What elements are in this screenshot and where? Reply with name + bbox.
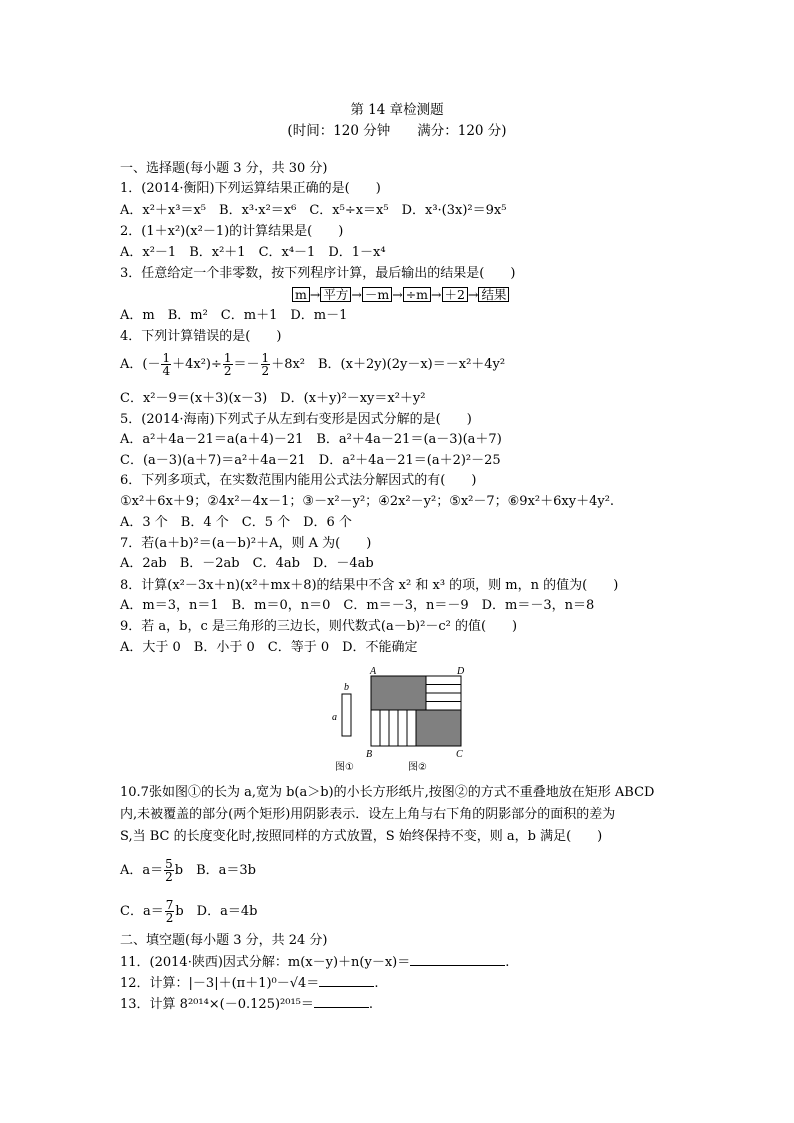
flow-box: 结果 <box>478 287 509 302</box>
flow-box: ＋2 <box>442 287 468 302</box>
fraction: $\frac{1}{2}$ <box>261 351 270 378</box>
question-line: 8．计算(x²－3x＋n)(x²＋mx＋8)的结果中不含 x² 和 x³ 的项，则 m，n 的值为( ) <box>120 578 619 593</box>
question-line: 7．若(a＋b)²＝(a－b)²＋A，则 A 为( ) <box>120 536 372 551</box>
option-line: C．(a－3)(a＋7)＝a²＋4a－21 D．a²＋4a－21＝(a＋2)²－25 <box>120 453 501 468</box>
fraction: $\frac{1}{4}$ <box>162 351 171 378</box>
fill-question-13: 13．计算 8²⁰¹⁴×(－0.125)²⁰¹⁵＝ . <box>120 997 374 1012</box>
answer-blank[interactable] <box>410 953 505 966</box>
corner-B: B <box>366 749 373 760</box>
flow-box: ÷m <box>403 287 431 302</box>
question-line: 4．下列计算错误的是( ) <box>120 329 282 344</box>
option-line: A．2ab B．－2ab C．4ab D．－4ab <box>120 556 374 571</box>
fill-question-11: 11．(2014·陕西)因式分解：m(x－y)＋n(y－x)＝ . <box>120 955 510 970</box>
label-b: b <box>344 682 349 693</box>
fraction: $\frac{5}{2}$ <box>165 857 173 884</box>
question-line: 1．(2014·衡阳)下列运算结果正确的是( ) <box>120 181 381 196</box>
corner-C: C <box>456 749 463 760</box>
page-title: 第 14 章检测题 <box>350 102 444 118</box>
figure-svg <box>328 664 473 774</box>
corner-D: D <box>457 666 465 677</box>
option-line: C．x²－9＝(x＋3)(x－3) D．(x＋y)²－xy＝x²＋y² <box>120 391 426 406</box>
option-line: A．x²＋x³＝x⁵ B．x³·x²＝x⁶ C．x⁵÷x＝x⁵ D．x³·(3x)²＝9x⁵ <box>120 203 507 218</box>
flow-box: －m <box>362 287 392 302</box>
page-subtitle: (时间：120 分钟 满分：120 分) <box>287 123 507 139</box>
question-line: 10.7张如图①的长为 a,宽为 b(a＞b)的小长方形纸片,按图②的方式不重叠地放在矩形 ABCD <box>120 785 655 800</box>
question-line: 2．(1＋x²)(x²－1)的计算结果是( ) <box>120 224 344 239</box>
option-line: A．大于 0 B．小于 0 C．等于 0 D．不能确定 <box>120 640 418 655</box>
question-line: 6．下列多项式，在实数范围内能用公式法分解因式的有( ) <box>120 473 477 488</box>
flow-box: 平方 <box>320 287 351 302</box>
question-line: 9．若 a，b，c 是三角形的三边长，则代数式(a－b)²－c² 的值( ) <box>120 619 518 634</box>
option-line: A．m＝3，n＝1 B．m＝0，n＝0 C．m＝－3，n＝－9 D．m＝－3，n＝8 <box>120 598 595 613</box>
section-heading: 二、填空题(每小题 3 分，共 24 分) <box>120 933 328 948</box>
option-line-q4a: A．(－ $\frac{1}{4}$ ＋4x²)÷ $\frac{1}{2}$ ＝－ $\frac{1}{2}$ ＋8x² B．(x＋2y)(2y－x)＝－x²＋4y² <box>120 351 506 378</box>
fill-question-12: 12．计算：|－3|＋(π＋1)⁰－√4＝ . <box>120 976 379 991</box>
fraction: $\frac{1}{2}$ <box>223 351 232 378</box>
question-line: 内,未被覆盖的部分(两个矩形)用阴影表示．设左上角与右下角的阴影部分的面积的差为 <box>120 807 616 822</box>
option-line: A．3 个 B．4 个 C．5 个 D．6 个 <box>120 515 352 530</box>
section-heading: 一、选择题(每小题 3 分，共 30 分) <box>120 161 328 176</box>
question-line: S,当 BC 的长度变化时,按照同样的方式放置，S 始终保持不变，则 a，b 满足( ) <box>120 829 603 844</box>
question-line: 3．任意给定一个非零数，按下列程序计算，最后输出的结果是( ) <box>120 266 516 281</box>
option-line: A．a²＋4a－21＝a(a＋4)－21 B．a²＋4a－21＝(a－3)(a＋7) <box>120 432 502 447</box>
option-line: A．x²－1 B．x²＋1 C．x⁴－1 D．1－x⁴ <box>120 245 386 260</box>
flow-box: m <box>292 287 310 302</box>
caption-fig1: 图① <box>335 762 354 773</box>
corner-A: A <box>370 666 377 677</box>
option-line-q10c: C．a＝ $\frac{7}{2}$ b D．a＝4b <box>120 898 258 925</box>
question-line: 5．(2014·海南)下列式子从左到右变形是因式分解的是( ) <box>120 412 472 427</box>
small-rectangle <box>342 694 351 736</box>
shaded-top-left <box>371 676 426 710</box>
answer-blank[interactable] <box>319 974 374 987</box>
program-flowchart: m → 平方 → －m → ÷m → ＋2 → 结果 <box>292 287 509 302</box>
figure-rectangles <box>328 664 473 778</box>
shaded-bottom-right <box>416 710 461 746</box>
option-line-q10a: A．a＝ $\frac{5}{2}$ b B．a＝3b <box>120 857 256 884</box>
caption-fig2: 图② <box>408 762 427 773</box>
fraction: $\frac{7}{2}$ <box>165 898 174 925</box>
option-line: A．m B．m² C．m＋1 D．m－1 <box>120 308 348 323</box>
option-line: ①x²＋6x＋9；②4x²－4x－1；③－x²－y²；④2x²－y²；⑤x²－7；⑥9x²＋6xy＋4y². <box>120 494 615 509</box>
label-a: a <box>332 712 337 723</box>
answer-blank[interactable] <box>314 995 369 1008</box>
